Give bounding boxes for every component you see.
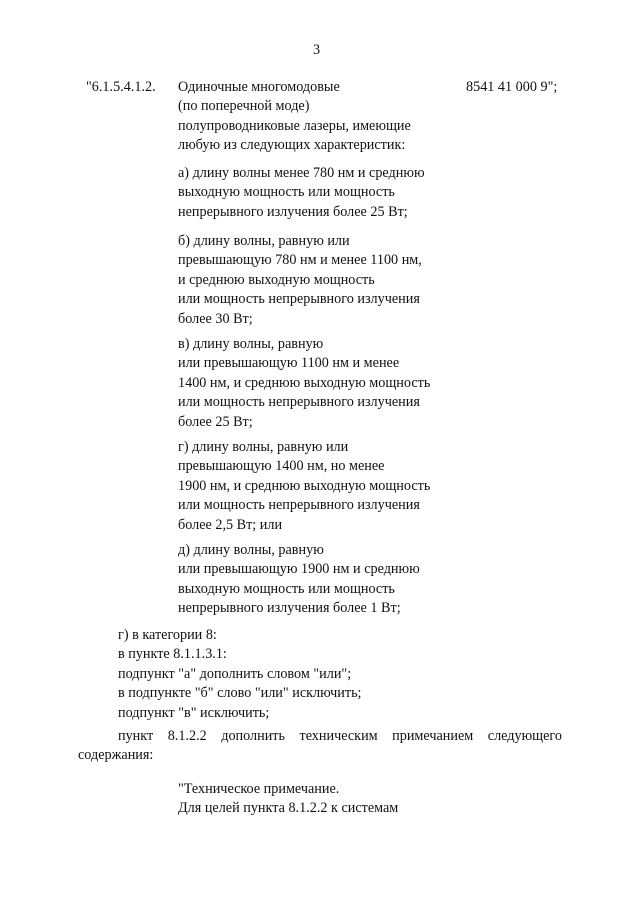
paragraph-word: 8.1.2.2	[167, 728, 207, 744]
paragraph-word: техническим	[299, 728, 378, 744]
page-number: 3	[313, 42, 321, 58]
subitem-d	[178, 541, 420, 619]
subitem-line: непрерывного излучения более 25 Вт;	[178, 203, 408, 220]
subitem-line: 1400 нм, и среднюю выходную мощность	[178, 374, 431, 391]
subitem-line: более 25 Вт;	[178, 413, 253, 430]
subitem-line: непрерывного излучения более 1 Вт;	[178, 600, 401, 617]
subitem-line: в) длину волны, равную	[178, 336, 324, 352]
instruction-line: подпункт "а" дополнить словом "или";	[118, 665, 352, 682]
item-title-line: полупроводниковые лазеры, имеющие	[178, 117, 411, 134]
subitem-line: или мощность непрерывного излучения	[178, 497, 420, 514]
paragraph-word: следующего	[487, 728, 562, 744]
note-text: Для целей пункта 8.1.2.2 к системам	[178, 800, 399, 816]
subitem-v	[178, 335, 430, 432]
item-title-line: любую из следующих характеристик:	[178, 137, 406, 154]
item-title-line: (по поперечной моде)	[178, 98, 310, 115]
subitem-line: б) длину волны, равную или	[178, 233, 350, 249]
item-title	[178, 78, 411, 156]
instruction-line: подпункт "в" исключить;	[118, 704, 270, 721]
item-tnved-code: 8541 41 000 9";	[466, 79, 558, 95]
subitem-line: превышающую 1400 нм, но менее	[178, 458, 385, 475]
paragraph-word: пункт	[118, 728, 154, 744]
paragraph-word: дополнить	[221, 728, 285, 744]
subitem-a	[178, 164, 425, 222]
subitem-line: более 2,5 Вт; или	[178, 516, 283, 533]
paragraph-word: примечанием	[392, 728, 474, 744]
subitem-line: д) длину волны, равную	[178, 542, 324, 558]
subitem-line: и среднюю выходную мощность	[178, 271, 375, 288]
subitem-line: превышающую 780 нм и менее 1100 нм,	[178, 252, 422, 269]
subitem-line: или превышающую 1100 нм и менее	[178, 355, 400, 372]
instruction-line: в подпункте "б" слово "или" исключить;	[118, 685, 362, 702]
subitem-line: более 30 Вт;	[178, 310, 253, 327]
subitem-line: г) длину волны, равную или	[178, 439, 349, 455]
paragraph-second-line: содержания:	[78, 747, 154, 763]
instruction-line: в пункте 8.1.1.3.1:	[118, 646, 227, 663]
item-title-line: Одиночные многомодовые	[178, 79, 340, 95]
subitem-line: а) длину волны менее 780 нм и среднюю	[178, 165, 425, 181]
instruction-line: г) в категории 8:	[118, 627, 217, 643]
subitem-line: 1900 нм, и среднюю выходную мощность	[178, 477, 431, 494]
subitem-line: или мощность непрерывного излучения	[178, 291, 420, 308]
note-title: "Техническое примечание.	[178, 781, 340, 797]
subitem-b	[178, 232, 422, 329]
subitem-line: или мощность непрерывного излучения	[178, 394, 420, 411]
subitem-line: выходную мощность или мощность	[178, 580, 395, 597]
subitem-g	[178, 438, 430, 535]
paragraph-first-line	[118, 727, 562, 746]
amendment-instructions	[118, 626, 362, 723]
subitem-line: выходную мощность или мощность	[178, 184, 395, 201]
subitem-line: или превышающую 1900 нм и среднюю	[178, 561, 420, 578]
item-code: "6.1.5.4.1.2.	[86, 79, 156, 95]
